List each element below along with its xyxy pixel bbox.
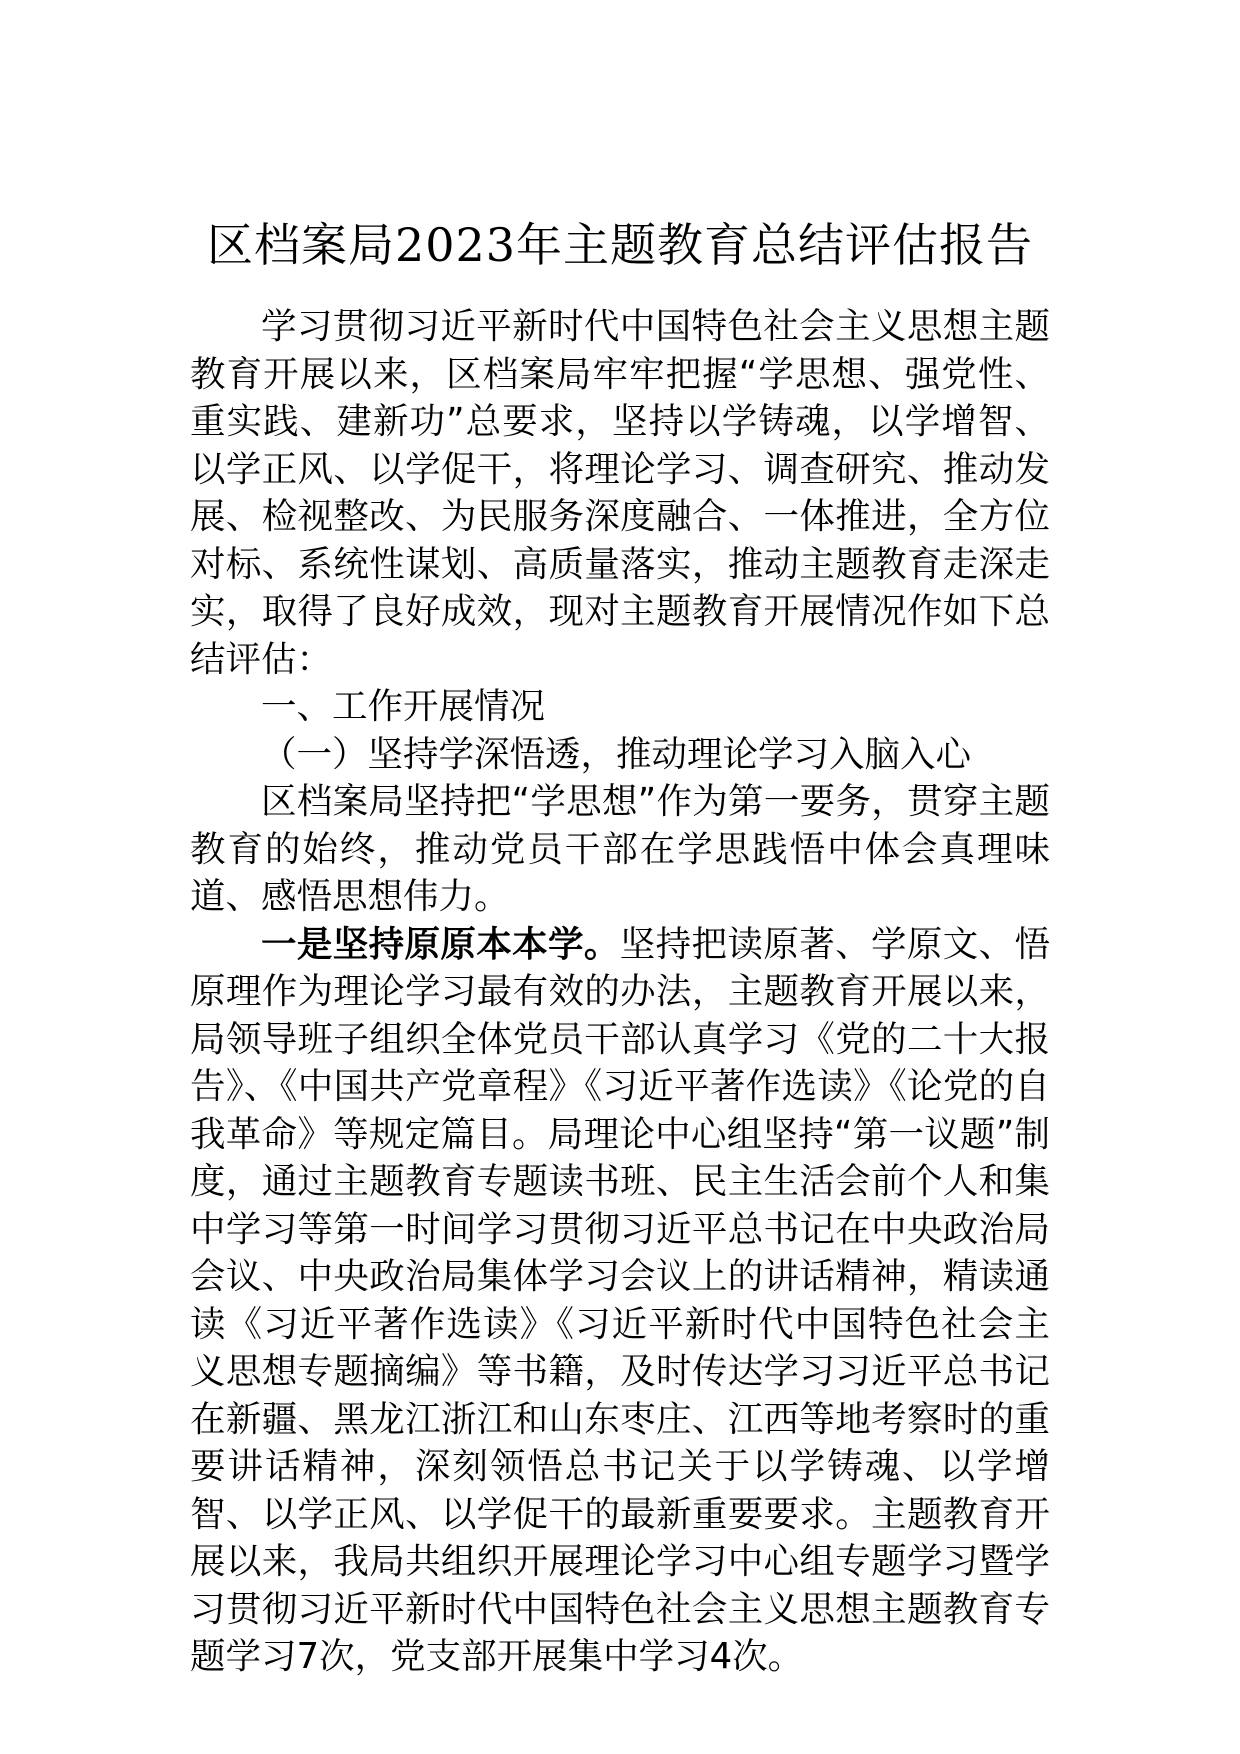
intro-paragraph: 学习贯彻习近平新时代中国特色社会主义思想主题教育开展以来，区档案局牢牢把握“学思想、强党性、重实践、建新功”总要求，坚持以学铸魂，以学增智、以学正风、以学促干，将理论学习、调查研究、推动发展、检视整改、为民服务深度融合、一体推进，全方位对标、系统性谋划、高质量落实，推动主题教育走深走实，取得了良好成效，现对主题教育开展情况作如下总结评估： — [190, 306, 1050, 680]
paragraph-body: 坚持把读原著、学原文、悟原理作为理论学习最有效的办法，主题教育开展以来，局领导班子组织全体党员干部认真学习《党的二十大报告》、《中国共产党章程》《习近平著作选读》《论党的自我革命》等规定篇目。局理论中心组坚持“第一议题”制度，通过主题教育专题读书班、民主生活会前个人和集中学习等第一时间学习贯彻习近平总书记在中央政治局会议、中央政治局集体学习会议上的讲话精神，精读通读《习近平著作选读》《习近平新时代中国特色社会主义思想专题摘编》等书籍，及时传达学习习近平总书记在新疆、黑龙江浙江和山东枣庄、江西等地考察时的重要讲话精神，深刻领悟总书记关于以学铸魂、以学增智、以学正风、以学促干的最新重要要求。主题教育开展以来，我局共组织开展理论学习中心组专题学习暨学习贯彻习近平新时代中国特色社会主义思想主题教育专题学习7次，党支部开展集中学习4次。 — [190, 923, 1050, 1677]
subsection-intro-paragraph: 区档案局坚持把“学思想”作为第一要务，贯穿主题教育的始终，推动党员干部在学思践悟中体会真理味道、感悟思想伟力。 — [190, 781, 1050, 917]
study-paragraph — [190, 921, 1050, 1681]
document-body — [190, 303, 1050, 1681]
section-heading: 一、工作开展情况 — [261, 686, 546, 727]
document-title: 区档案局2023年主题教育总结评估报告 — [206, 218, 1034, 272]
subsection-heading: （一）坚持学深悟透，推动理论学习入脑入心 — [261, 733, 972, 775]
paragraph-lead: 一是坚持原原本本学。 — [261, 923, 620, 965]
